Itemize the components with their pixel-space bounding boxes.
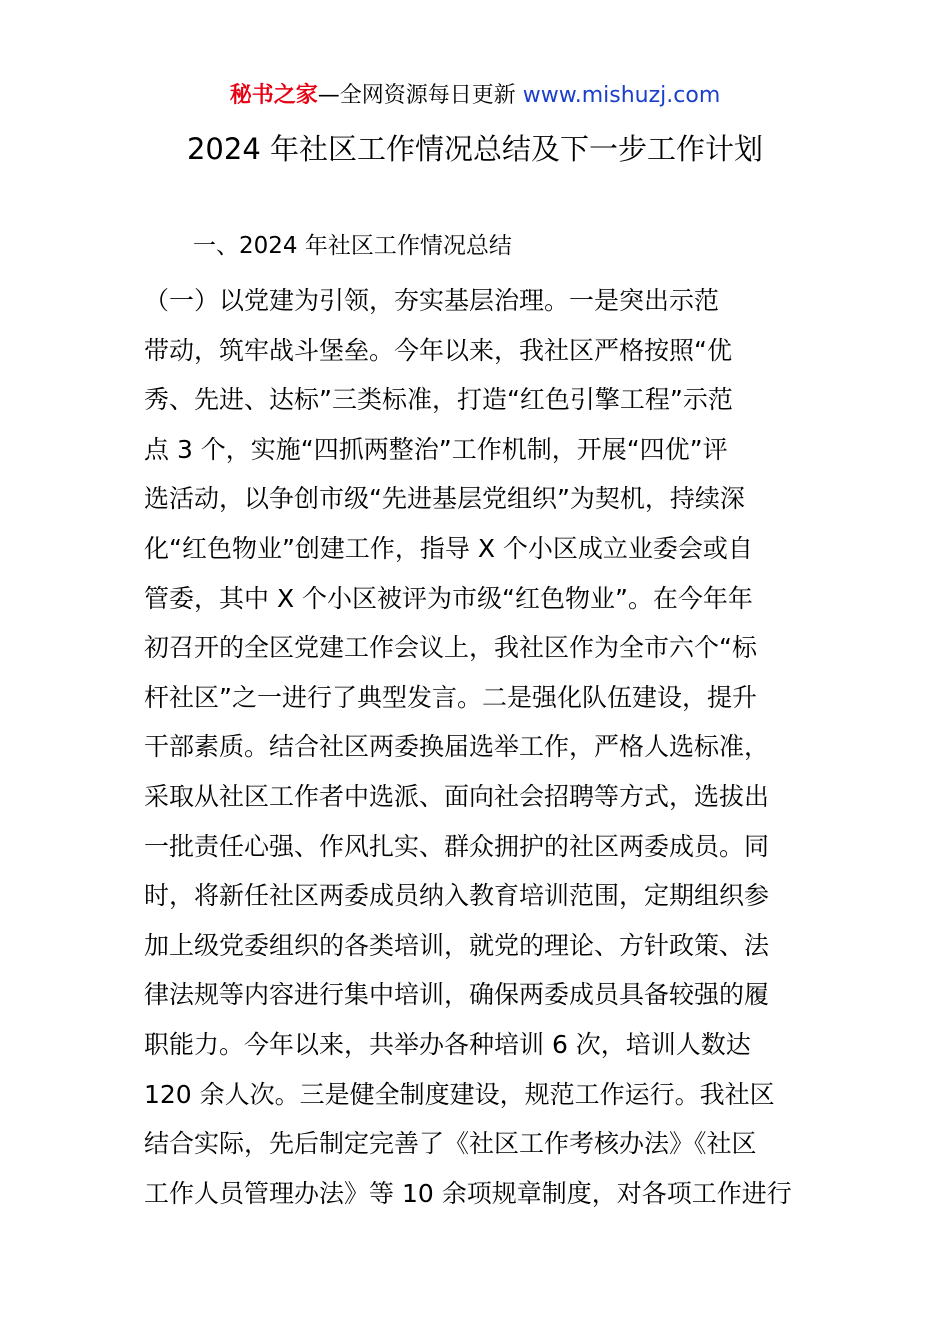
section-heading: 一、2024 年社区工作情况总结	[193, 233, 512, 259]
body-line: （一）以党建为引领，夯实基层治理。一是突出示范	[144, 286, 720, 315]
body-line: 杆社区”之一进行了典型发言。二是强化队伍建设，提升	[144, 682, 757, 712]
body-paragraph	[144, 276, 812, 1218]
body-line: 干部素质。结合社区两委换届选举工作，严格人选标准，	[144, 732, 770, 762]
body-line: 时，将新任社区两委成员纳入教育培训范围，定期组织参	[144, 881, 770, 911]
site-url-link[interactable]: www.mishuzj.com	[522, 83, 721, 108]
body-line: 管委，其中 X 个小区被评为市级“红色物业”。在今年年	[144, 583, 753, 613]
body-line: 采取从社区工作者中选派、面向社会招聘等方式，选拔出	[144, 781, 770, 811]
body-line: 一批责任心强、作风扎实、群众拥护的社区两委成员。同	[144, 831, 770, 861]
body-line: 加上级党委组织的各类培训，就党的理论、方针政策、法	[144, 930, 770, 960]
body-line: 秀、先进、达标”三类标准，打造“红色引擎工程”示范	[144, 385, 733, 415]
site-header	[0, 80, 950, 112]
header-tagline: —全网资源每日更新	[317, 83, 523, 108]
body-line: 带动，筑牢战斗堡垒。今年以来，我社区严格按照“优	[144, 335, 732, 365]
body-line: 选活动，以争创市级“先进基层党组织”为契机，持续深	[144, 484, 745, 514]
body-line: 工作人员管理办法》等 10 余项规章制度，对各项工作进行	[144, 1178, 792, 1208]
body-line: 化“红色物业”创建工作，指导 X 个小区成立业委会或自	[144, 533, 753, 563]
body-line: 初召开的全区党建工作会议上，我社区作为全市六个“标	[144, 633, 757, 663]
body-line: 律法规等内容进行集中培训，确保两委成员具备较强的履	[144, 980, 770, 1010]
brand-name: 秘书之家	[229, 83, 318, 108]
body-line: 点 3 个，实施“四抓两整治”工作机制，开展“四优”评	[144, 434, 728, 464]
body-line: 结合实际，先后制定完善了《社区工作考核办法》《社区	[144, 1129, 757, 1159]
body-line: 120 余人次。三是健全制度建设，规范工作运行。我社区	[144, 1079, 775, 1109]
body-line: 职能力。今年以来，共举办各种培训 6 次，培训人数达	[144, 1029, 751, 1059]
document-title: 2024 年社区工作情况总结及下一步工作计划	[186, 132, 764, 166]
